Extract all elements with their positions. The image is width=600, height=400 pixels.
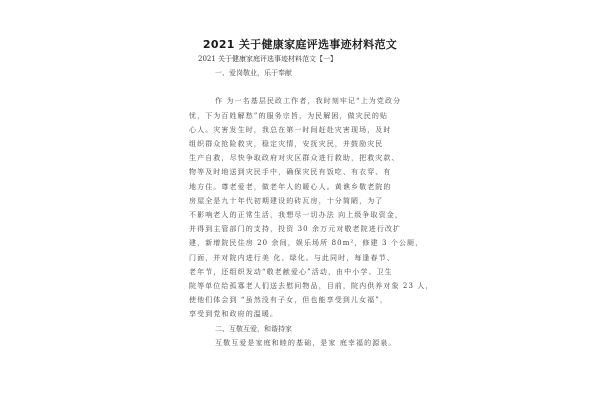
paragraph-line: 组织群众抢险救灾，稳定灾情，安抚灾民，并鼓励灾民: [189, 140, 384, 149]
paragraph-line: 房屋全是九十年代初期建设的砖瓦房，十分简陋，为了: [189, 196, 384, 205]
paragraph-line: 门面，并对院内进行美 化、绿化。与此同时，每逢春节、: [189, 253, 395, 262]
paragraph-line: 心人。灾害发生时，我总在第一时间赶赴灾害现场，及时: [189, 125, 392, 134]
paragraph-line: 生产自救，尽快争取政府对灾区群众进行救助，把救灾款、: [189, 154, 400, 163]
paragraph-line: 物等及时地送到灾民手中，确保灾民有饭吃、有衣穿、有: [189, 168, 392, 177]
document-body: [189, 52, 434, 350]
document-title: 2021 关于健康家庭评选事迹材料范文: [202, 38, 398, 51]
paragraph-line: 地方住。尊老爱老，做老年人的暖心人。黄谯乡敬老院的: [189, 182, 392, 191]
paragraph-line: 互敬互爱是家庭和睦的基础，是家 庭幸福的源泉。: [215, 338, 397, 347]
section-heading-2: 二、互敬互爱，和谐持家: [215, 324, 292, 333]
paragraph-line: 老年节，还组织发动“敬老献爱心”活动，由中小学、卫生: [189, 267, 393, 276]
paragraph-line: 使他们体会到 “虽然没有子女，但也能享受到儿女福”，: [189, 296, 388, 305]
paragraph-line: 作 为一名基层民政工作者，我时刻牢记“上为党政分: [215, 97, 402, 106]
paragraph-line: 忧，下为百姓解愁”的服务宗旨，为民解困，做灾民的贴: [189, 111, 389, 120]
paragraph-line: 并得到主管部门的支持，投资 30 余万元对敬老院进行改扩: [189, 225, 402, 234]
paragraph-line: 建，新增院民住房 20 余间，娱乐场所 80m²，修建 3 个公厕，: [189, 239, 424, 248]
paragraph-line: 院等单位给孤寡老人们送去慰问物品，目前，院内供养对象 23 人，: [189, 282, 434, 291]
document-subtitle: 2021 关于健康家庭评选事迹材料范文【一】: [198, 55, 338, 63]
section-heading-1: 一、爱岗敬业，乐于奉献: [215, 69, 292, 78]
paragraph-line: 不影响老人的正常生活，我想尽一切办法 向上级争取资金，: [189, 211, 403, 220]
paragraph-line: 享受到党和政府的温暖。: [189, 310, 279, 319]
